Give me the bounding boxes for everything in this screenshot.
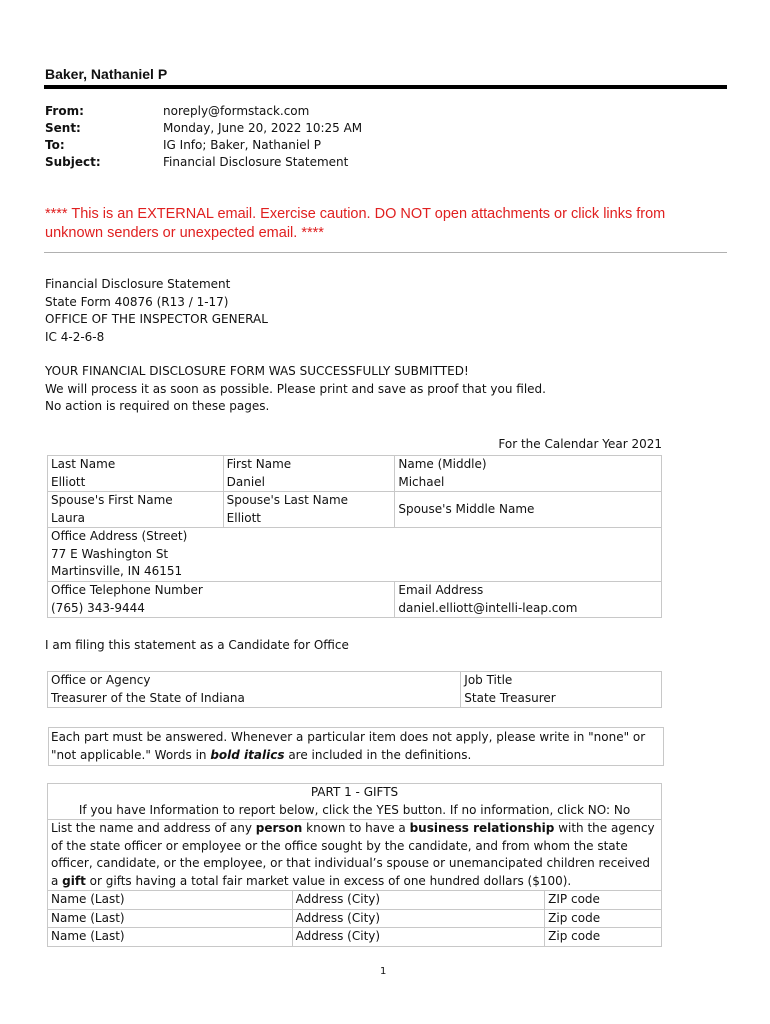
sent-label: Sent:: [45, 121, 81, 135]
instructions-text: Each part must be answered. Whenever a particular item does not apply, please write in "none" or "not applicable." Words in: [51, 730, 646, 762]
part1-prompt: If you have Information to report below, click the YES button. If no information, click NO: No: [78, 802, 631, 817]
gift-row: [48, 891, 662, 910]
gift-row: [48, 928, 662, 947]
part1-desc-text: List the name and address of any: [51, 821, 256, 835]
email-value: daniel.elliott@intelli-leap.com: [398, 600, 578, 615]
to-value: IG Info; Baker, Nathaniel P: [163, 138, 321, 152]
part1-title: PART 1 - GIFTS: [310, 785, 399, 799]
job-title-cell: [461, 672, 662, 708]
office-address-label: Office Address (Street): [51, 529, 188, 543]
agency-value: Treasurer of the State of Indiana: [51, 690, 245, 705]
office-address-cell: [48, 528, 662, 582]
instructions-emphasis: bold italics: [210, 747, 285, 762]
sender-name: Baker, Nathaniel P: [45, 66, 168, 82]
part1-desc-text: or gifts having a total fair market value in excess of one hundred dollars ($100).: [85, 873, 572, 888]
filing-statement: I am filing this statement as a Candidate for Office: [45, 638, 349, 652]
gift-zip-cell: Zip code: [545, 928, 662, 947]
form-info-line: IC 4-2-6-8: [45, 329, 105, 344]
email-label: Email Address: [398, 583, 484, 597]
office-phone-label: Office Telephone Number: [51, 583, 203, 597]
gift-address-cell: Address (City): [292, 891, 545, 910]
last-name-label: Last Name: [51, 457, 116, 471]
part1-gifts-table: [47, 783, 662, 947]
to-label: To:: [45, 138, 65, 152]
job-title-value: State Treasurer: [464, 690, 556, 705]
calendar-year: For the Calendar Year 2021: [498, 437, 662, 451]
last-name-value: Elliott: [51, 474, 86, 489]
page-number: 1: [380, 966, 387, 977]
external-email-warning: **** This is an EXTERNAL email. Exercise caution. DO NOT open attachments or click links from unknown senders or unexpected email. ****: [45, 206, 666, 241]
form-info-line: State Form 40876 (R13 / 1-17): [45, 294, 229, 309]
part1-desc-bold: business relationship: [409, 821, 555, 835]
part1-desc-text: known to have a: [302, 821, 410, 835]
part1-desc-bold: gift: [62, 873, 86, 888]
first-name-cell: [223, 456, 395, 492]
part1-description-cell: [48, 820, 662, 891]
part1-desc-bold: person: [255, 821, 303, 835]
sent-value: Monday, June 20, 2022 10:25 AM: [163, 121, 363, 135]
instructions-text-end: are included in the definitions.: [284, 747, 472, 762]
part1-header-cell: [48, 784, 662, 820]
spouse-last-value: Elliott: [226, 510, 262, 525]
subject-value: Financial Disclosure Statement: [163, 155, 349, 169]
office-phone-value: (765) 343-9444: [51, 600, 145, 615]
middle-name-label: Name (Middle): [398, 457, 487, 471]
last-name-cell: [48, 456, 224, 492]
submission-line: No action is required on these pages.: [45, 399, 270, 413]
spouse-last-label: Spouse's Last Name: [226, 493, 349, 507]
email-cell: [395, 582, 662, 618]
header-divider: [44, 85, 727, 89]
submission-line: YOUR FINANCIAL DISCLOSURE FORM WAS SUCCESSFULLY SUBMITTED!: [45, 364, 469, 378]
form-info: [45, 276, 705, 346]
part1-desc-text: with the agency of the state officer or employee or the office sought by the candidate, and from whom the state officer, candidate, or the employee, or that individual’s spouse or unemancipated children received a: [51, 821, 655, 888]
form-info-line: OFFICE OF THE INSPECTOR GENERAL: [45, 312, 268, 326]
email-header: [45, 103, 645, 171]
office-city-value: Martinsville, IN 46151: [51, 564, 183, 578]
gift-zip-cell: ZIP code: [545, 891, 662, 910]
spouse-first-cell: [48, 492, 224, 528]
gift-row: [48, 909, 662, 928]
spouse-middle-label: Spouse's Middle Name: [398, 501, 535, 516]
office-phone-cell: [48, 582, 395, 618]
gift-address-cell: Address (City): [292, 909, 545, 928]
spouse-middle-cell: [395, 492, 662, 528]
submission-confirmation: [45, 363, 705, 416]
middle-name-value: Michael: [398, 474, 445, 489]
job-title-label: Job Title: [464, 673, 513, 687]
from-label: From:: [45, 104, 84, 118]
office-street-value: 77 E Washington St: [51, 546, 169, 561]
submission-line: We will process it as soon as possible. Please print and save as proof that you filed.: [45, 381, 546, 396]
from-value: noreply@formstack.com: [163, 104, 310, 118]
gift-address-cell: Address (City): [292, 928, 545, 947]
gift-zip-cell: Zip code: [545, 909, 662, 928]
spouse-last-cell: [223, 492, 395, 528]
warning-divider: [44, 252, 727, 253]
gift-name-cell: Name (Last): [48, 928, 293, 947]
first-name-label: First Name: [226, 457, 292, 471]
subject-label: Subject:: [45, 155, 101, 169]
spouse-first-label: Spouse's First Name: [51, 493, 173, 507]
instructions-box: [48, 727, 664, 766]
form-info-line: Financial Disclosure Statement: [45, 277, 231, 291]
agency-label: Office or Agency: [51, 673, 151, 687]
spouse-first-value: Laura: [51, 510, 85, 525]
gift-name-cell: Name (Last): [48, 891, 293, 910]
first-name-value: Daniel: [226, 474, 265, 489]
middle-name-cell: [395, 456, 662, 492]
gift-name-cell: Name (Last): [48, 909, 293, 928]
personal-info-table: [47, 455, 662, 618]
agency-cell: [48, 672, 461, 708]
office-table: [47, 671, 662, 708]
